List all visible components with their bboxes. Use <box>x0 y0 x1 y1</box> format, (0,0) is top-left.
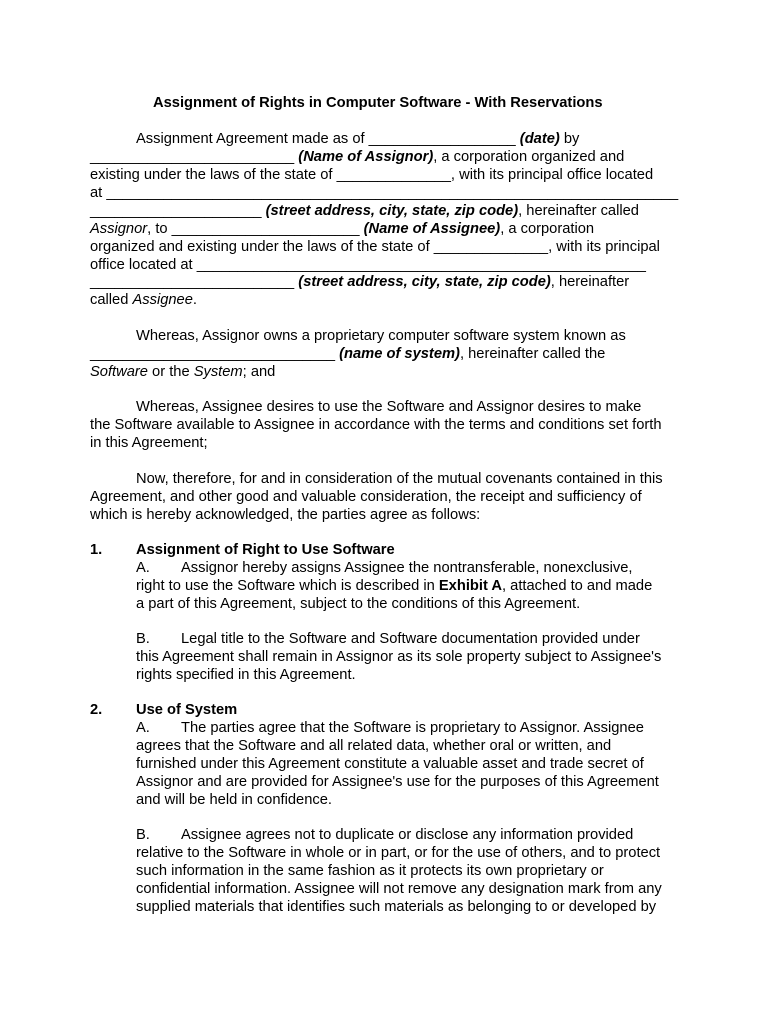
address-placeholder: (street address, city, state, zip code) <box>298 274 551 290</box>
section-1-number: 1. <box>90 542 103 558</box>
intro-line-6: Assignor, to _______________________ (Name of Assignee), a corporation <box>90 221 595 237</box>
assignor-name-placeholder: (Name of Assignor) <box>298 149 434 165</box>
whereas1-line-1: Whereas, Assignor owns a proprietary computer software system known as <box>136 328 626 344</box>
whereas2-line-2: the Software available to Assignee in accordance with the terms and conditions set forth <box>90 417 662 433</box>
now-line-3: which is hereby acknowledged, the parties agree as follows: <box>90 507 481 523</box>
date-placeholder: (date) <box>519 131 560 147</box>
intro-line-2: _________________________ (Name of Assignor), a corporation organized and <box>90 149 625 165</box>
section-2b-line-3: such information in the same fashion as it protects its own proprietary or <box>136 863 604 879</box>
section-1b-line-3: rights specified in this Agreement. <box>136 667 356 683</box>
intro-line-5: _____________________ (street address, city, state, zip code), hereinafter called <box>90 203 639 219</box>
section-2b-line-5: supplied materials that identifies such materials as belonging to or developed by <box>136 899 657 915</box>
section-1-heading: Assignment of Right to Use Software <box>136 542 395 558</box>
section-2a-line-4: Assignor and are provided for Assignee's use for the purposes of this Agreement <box>136 774 659 790</box>
section-2b-line-2: relative to the Software in whole or in part, or for the use of others, and to protect <box>136 845 661 861</box>
section-2b-line-4: confidential information. Assignee will not remove any designation mark from any <box>136 881 662 897</box>
section-2a-line-5: and will be held in confidence. <box>136 792 332 808</box>
intro-line-8: office located at _______________________________________________________ <box>90 257 646 273</box>
section-1a-line-3: a part of this Agreement, subject to the conditions of this Agreement. <box>136 596 581 612</box>
exhibit-a-reference: Exhibit A <box>438 578 502 594</box>
section-2a-label: A. <box>136 720 150 736</box>
section-1b-label: B. <box>136 631 150 647</box>
whereas1-line-3: Software or the System; and <box>90 364 276 380</box>
section-1b-line-2: this Agreement shall remain in Assignor as its sole property subject to Assignee's <box>136 649 662 665</box>
address-placeholder: (street address, city, state, zip code) <box>265 203 519 219</box>
whereas2-line-3: in this Agreement; <box>90 435 208 451</box>
section-1a-line-2: right to use the Software which is described in Exhibit A, attached to and made <box>136 578 653 594</box>
intro-line-4: at ______________________________________________________________________ <box>90 185 679 201</box>
section-2-number: 2. <box>90 702 103 718</box>
whereas1-line-2: ______________________________ (name of system), hereinafter called the <box>90 346 606 362</box>
section-2b-line-1: Assignee agrees not to duplicate or disclose any information provided <box>181 827 634 843</box>
intro-line-7: organized and existing under the laws of the state of ______________, with its principal <box>90 239 660 255</box>
system-name-placeholder: (name of system) <box>339 346 460 362</box>
section-2a-line-2: agrees that the Software and all related data, whether oral or written, and <box>136 738 612 754</box>
section-2-heading: Use of System <box>136 702 238 718</box>
section-1a-line-1: Assignor hereby assigns Assignee the nontransferable, nonexclusive, <box>181 560 633 576</box>
intro-line-3: existing under the laws of the state of ______________, with its principal office located <box>90 167 654 183</box>
section-1b-line-1: Legal title to the Software and Software documentation provided under <box>181 631 640 647</box>
intro-line-9: _________________________ (street address, city, state, zip code), hereinafter <box>90 274 630 290</box>
section-1a-label: A. <box>136 560 150 576</box>
whereas2-line-1: Whereas, Assignee desires to use the Software and Assignor desires to make <box>136 399 642 415</box>
intro-line-1: Assignment Agreement made as of __________________ (date) by <box>136 131 580 147</box>
assignee-name-placeholder: (Name of Assignee) <box>363 221 501 237</box>
section-2a-line-1: The parties agree that the Software is proprietary to Assignor. Assignee <box>181 720 644 736</box>
section-2a-line-3: furnished under this Agreement constitute a valuable asset and trade secret of <box>136 756 644 772</box>
now-line-1: Now, therefore, for and in consideration of the mutual covenants contained in this <box>136 471 663 487</box>
intro-line-10: called Assignee. <box>90 292 197 308</box>
section-2b-label: B. <box>136 827 150 843</box>
now-line-2: Agreement, and other good and valuable consideration, the receipt and sufficiency of <box>90 489 642 505</box>
document-title: Assignment of Rights in Computer Software - With Reservations <box>153 95 603 111</box>
